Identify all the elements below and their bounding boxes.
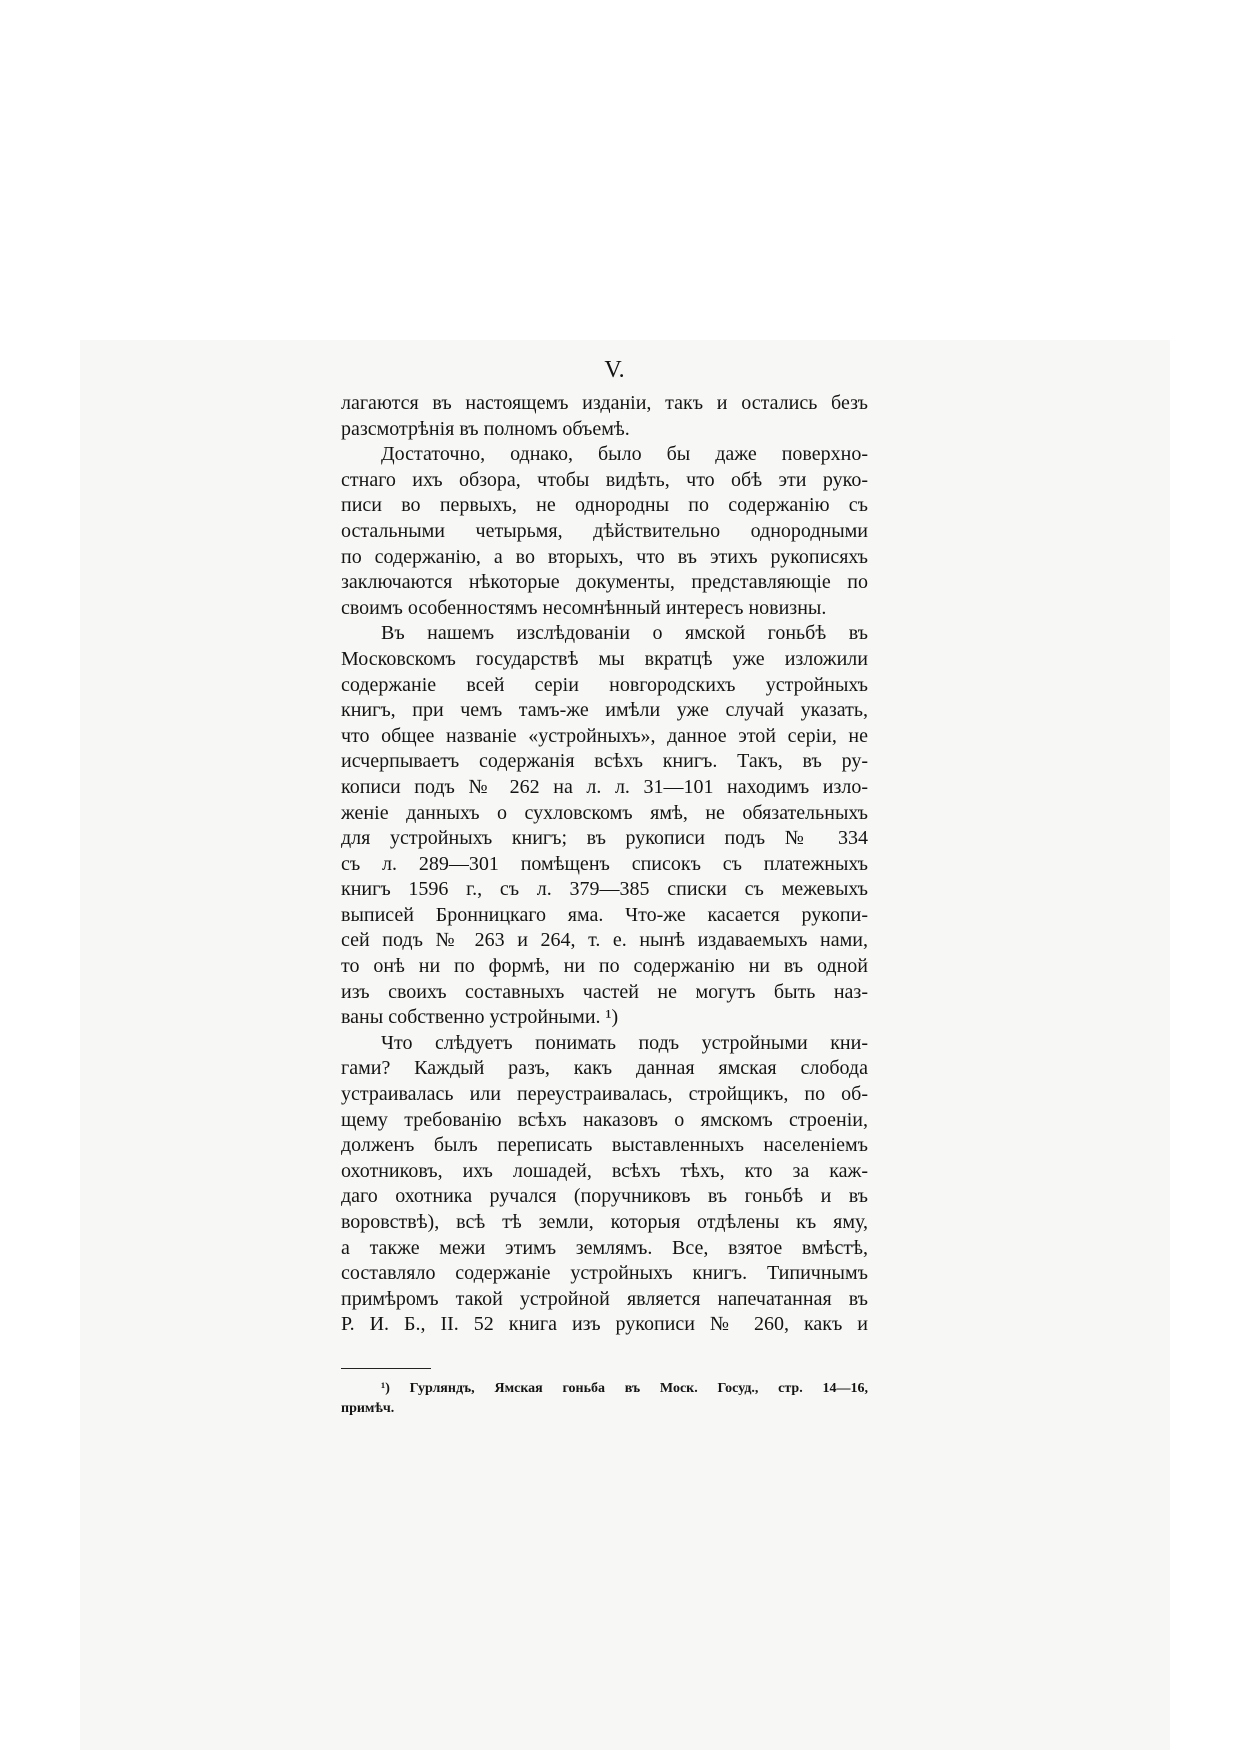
text-line: примѣромъ такой устройной является напечатанная въ: [341, 1287, 868, 1310]
page-number: V.: [604, 357, 625, 383]
text-line: съ л. 289—301 помѣщенъ списокъ съ платежныхъ: [341, 852, 868, 875]
text-line: исчерпываетъ содержанія всѣхъ книгъ. Такъ, въ ру-: [341, 750, 868, 773]
footnote-line: ¹) Гурляндъ, Ямская гоньба въ Моск. Госуд., стр. 14—16,: [381, 1380, 868, 1396]
text-line: писи во первыхъ, не однородны по содержанію съ: [341, 494, 868, 517]
paragraph-4: [341, 1031, 868, 1338]
text-line: охотниковъ, ихъ лошадей, всѣхъ тѣхъ, кто за каж-: [341, 1159, 868, 1182]
text-line: стнаго ихъ обзора, чтобы видѣть, что обѣ эти руко-: [341, 468, 868, 491]
text-line: составляло содержаніе устройныхъ книгъ. Типичнымъ: [341, 1262, 868, 1285]
paragraph-1: [341, 391, 868, 442]
text-line: кописи подъ № 262 на л. л. 31—101 находимъ изло-: [341, 775, 868, 798]
text-line: сей подъ № 263 и 264, т. е. нынѣ издаваемыхъ нами,: [341, 929, 868, 952]
paragraph-3: [341, 621, 868, 1031]
text-line: книгъ, при чемъ тамъ-же имѣли уже случай указать,: [341, 699, 868, 722]
text-line: остальными четырьмя, дѣйствительно однородными: [341, 519, 868, 542]
text-line: Р. И. Б., II. 52 книга изъ рукописи № 260, какъ и: [341, 1313, 868, 1336]
text-line: выписей Бронницкаго яма. Что-же касается рукопи-: [341, 903, 868, 926]
text-line: долженъ былъ переписать выставленныхъ населеніемъ: [341, 1134, 868, 1157]
text-line: лагаются въ настоящемъ изданіи, такъ и остались безъ: [341, 392, 868, 414]
footnote-line: примѣч.: [341, 1400, 395, 1416]
text-line: воровствѣ), всѣ тѣ земли, которыя отдѣлены къ яму,: [341, 1211, 868, 1233]
footnote: [341, 1379, 868, 1419]
text-line: своимъ особенностямъ несомнѣнный интересъ новизны.: [341, 596, 827, 619]
text-line: изъ своихъ составныхъ частей не могутъ быть наз-: [341, 980, 868, 1003]
text-line: по содержанію, а во вторыхъ, что въ этихъ рукописяхъ: [341, 545, 868, 568]
text-line: для устройныхъ книгъ; въ рукописи подъ № 334: [341, 827, 868, 850]
text-line: а также межи этимъ землямъ. Все, взятое вмѣстѣ,: [341, 1236, 868, 1259]
text-line: ваны собственно устройными. ¹): [341, 1006, 619, 1029]
text-line: гами? Каждый разъ, какъ данная ямская слобода: [341, 1057, 868, 1080]
text-line: женіе данныхъ о сухловскомъ ямѣ, не обязательныхъ: [341, 801, 868, 824]
text-line: что общее названіе «устройныхъ», данное этой серіи, не: [341, 724, 868, 747]
text-line: даго охотника ручался (поручниковъ въ гоньбѣ и въ: [341, 1185, 868, 1208]
text-line: книгъ 1596 г., съ л. 379—385 списки съ межевыхъ: [341, 878, 868, 901]
text-line: устраивалась или переустраивалась, стройщикъ, по об-: [341, 1083, 868, 1106]
text-line: Что слѣдуетъ понимать подъ устройными кни-: [381, 1031, 868, 1054]
document-page: [341, 355, 868, 1419]
text-line: заключаются нѣкоторые документы, представляющіе по: [341, 571, 868, 594]
text-line: Московскомъ государствѣ мы вкратцѣ уже изложили: [341, 647, 868, 670]
paragraph-2: [341, 442, 868, 621]
text-line: содержаніе всей серіи новгородскихъ устройныхъ: [341, 673, 868, 696]
text-line: Въ нашемъ изслѣдованіи о ямской гоньбѣ въ: [381, 622, 868, 645]
text-line: Достаточно, однако, было бы даже поверхно-: [381, 443, 868, 466]
footnote-divider: [341, 1368, 431, 1369]
text-line: щему требованію всѣхъ наказовъ о ямскомъ строеніи,: [341, 1108, 868, 1131]
text-line: разсмотрѣнія въ полномъ объемѣ.: [341, 417, 630, 440]
text-line: то онѣ ни по формѣ, ни по содержанію ни въ одной: [341, 955, 868, 978]
